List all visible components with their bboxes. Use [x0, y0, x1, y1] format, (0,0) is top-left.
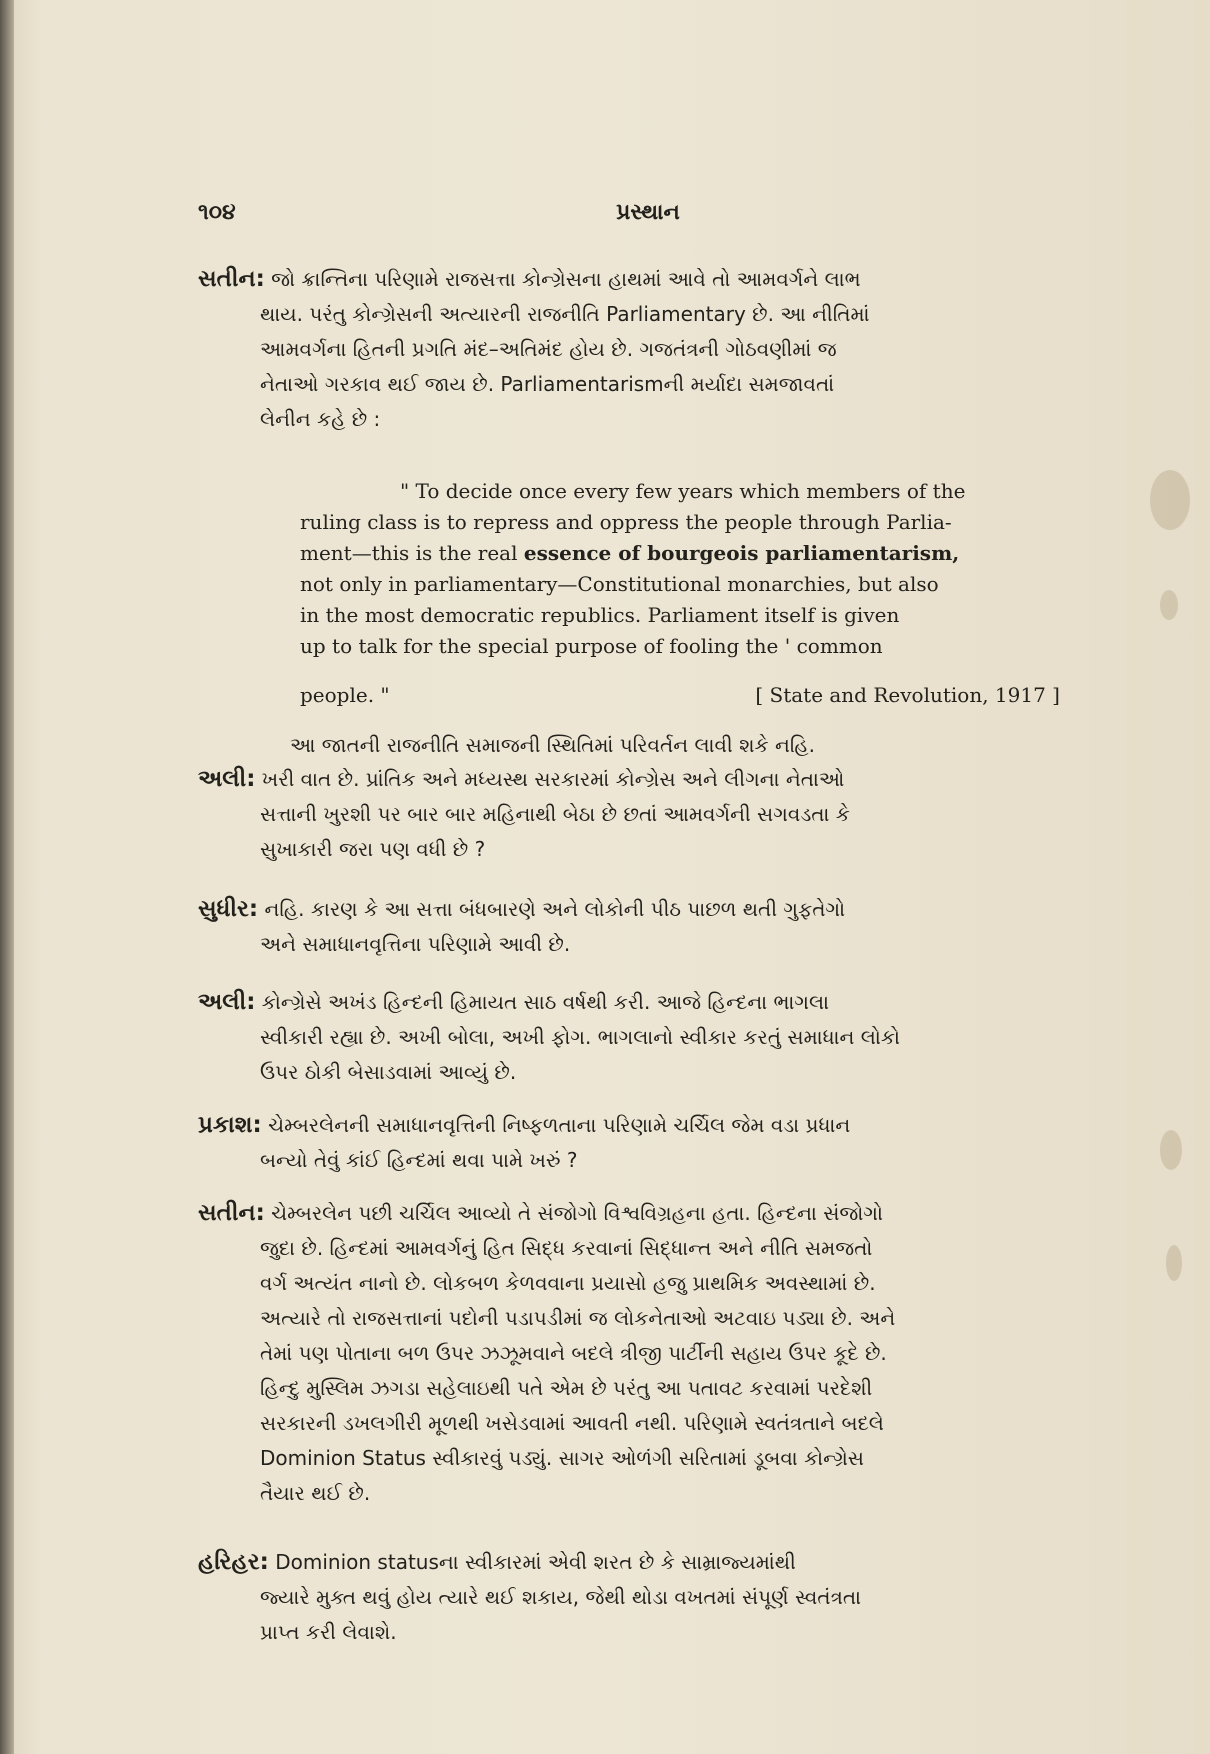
paper-stain — [1150, 470, 1190, 530]
text-line: સરકારની ડખલગીરી મૂળથી ખસેડવામાં આવતી નથી. પરિણામે સ્વતંત્રતાને બદલે — [260, 1411, 884, 1435]
text-line: બન્યો તેવું કાંઈ હિન્દમાં થવા પામે ખરું ? — [260, 1148, 578, 1172]
dialogue-block-ali-1 — [198, 762, 1088, 867]
text-line: ખરી વાત છે. પ્રાંતિક અને મધ્યસ્થ સરકારમાં કોન્ગ્રેસ અને લીગના નેતાઓ — [261, 767, 845, 791]
text-line: કોન્ગ્રેસે અખંડ હિન્દની હિમાયત સાઠ વર્ષથી કરી. આજે હિન્દના ભાગલા — [261, 990, 830, 1014]
after-quote-line: આ જાતની રાજનીતિ સમાજની સ્થિતિમાં પરિવર્તન લાવી શકે નહિ. — [290, 733, 815, 757]
paper-stain — [1160, 590, 1178, 620]
text-line: નેતાઓ ગરકાવ થઈ જાય છે. Parliamentarismની મર્યાદા સમજાવતાં — [260, 372, 835, 396]
text-line: ચેમ્બરલેનની સમાધાનવૃત્તિની નિષ્ફળતાના પરિણામે ચર્ચિલ જેમ વડા પ્રધાન — [268, 1113, 851, 1137]
text-line: હિન્દુ મુસ્લિમ ઝગડા સહેલાઇથી પતે એમ છે પરંતુ આ પતાવટ કરવામાં પરદેશી — [260, 1376, 873, 1400]
speaker-label: હરિહર: — [198, 1549, 269, 1575]
dialogue-block-sudhir — [198, 892, 1088, 962]
quote-bold-phrase: essence of bourgeois parliamentarism, — [523, 541, 960, 565]
text-line: નહિ. કારણ કે આ સત્તા બંધબારણે અને લોકોની પીઠ પાછળ થતી ગુફતેગો — [264, 897, 846, 921]
speaker-label: સતીન: — [198, 1200, 265, 1226]
binding-edge — [0, 0, 14, 1754]
quote-line: not only in parliamentary—Constitutional monarchies, but also — [300, 572, 939, 596]
speaker-label: સુધીર: — [198, 896, 259, 922]
page-header — [198, 200, 1098, 230]
text-line: જો ક્રાન્તિના પરિણામે રાજસત્તા કોન્ગ્રેસના હાથમાં આવે તો આમવર્ગને લાભ — [271, 267, 861, 291]
dialogue-block-harihar — [198, 1545, 1088, 1650]
text-line: થાય. પરંતુ કોન્ગ્રેસની અત્યારની રાજનીતિ Parliamentary છે. આ નીતિમાં — [260, 302, 870, 326]
speaker-label: અલી: — [198, 989, 256, 1015]
text-line: લેનીન કહે છે : — [260, 407, 381, 431]
text-line: Dominion statusના સ્વીકારમાં એવી શરત છે કે સામ્રાજ્યમાંથી — [275, 1550, 796, 1574]
dialogue-block-ali-2 — [198, 985, 1088, 1090]
quote-line: up to talk for the special purpose of fooling the ' common — [300, 634, 883, 658]
quote-line: " To decide once every few years which members of the — [400, 479, 966, 503]
text-line: જુદા છે. હિન્દમાં આમવર્ગનું હિત સિદ્ધ કરવાનાં સિદ્ધાન્ત અને નીતિ સમજતો — [260, 1236, 873, 1260]
paper-stain — [1166, 1245, 1182, 1281]
block-quote — [300, 476, 1060, 662]
dialogue-block-prakash — [198, 1108, 1088, 1178]
paper-stain — [1160, 1130, 1182, 1170]
text-line: વર્ગ અત્યંત નાનો છે. લોકબળ કેળવવાના પ્રયાસો હજુ પ્રાથમિક અવસ્થામાં છે. — [260, 1271, 876, 1295]
page-number: ૧૦૪ — [198, 200, 236, 225]
text-line: તેમાં પણ પોતાના બળ ઉપર ઝઝૂમવાને બદલે ત્રીજી પાર્ટીની સહાય ઉપર કૂદે છે. — [260, 1341, 887, 1365]
text-line: તૈયાર થઈ છે. — [260, 1481, 371, 1505]
dialogue-block-satin-1 — [198, 262, 1088, 437]
speaker-label: અલી: — [198, 766, 256, 792]
quote-line: ruling class is to repress and oppress the people through Parlia- — [300, 510, 952, 534]
quote-line: in the most democratic republics. Parliament itself is given — [300, 603, 900, 627]
text-line: પ્રાપ્ત કરી લેવાશે. — [260, 1620, 397, 1644]
text-line: સત્તાની ખુરશી પર બાર બાર મહિનાથી બેઠા છે છતાં આમવર્ગની સગવડતા કે — [260, 802, 850, 826]
text-line: ઉપર ઠોકી બેસાડવામાં આવ્યું છે. — [260, 1060, 517, 1084]
quote-last-line: people. " — [300, 683, 390, 707]
speaker-label: સતીન: — [198, 266, 265, 292]
text-line: આમવર્ગના હિતની પ્રગતિ મંદ–અતિમંદ હોય છે. ગજતંત્રની ગોઠવણીમાં જ — [260, 337, 837, 361]
quote-line: ment—this is the real essence of bourgeois parliamentarism, — [300, 541, 960, 565]
dialogue-block-satin-2 — [198, 1196, 1088, 1511]
citation: [ State and Revolution, 1917 ] — [755, 683, 1060, 707]
text-line: અને સમાધાનવૃત્તિના પરિણામે આવી છે. — [260, 932, 571, 956]
speaker-label: પ્રકાશ: — [198, 1112, 262, 1138]
text-line: સ્વીકારી રહ્યા છે. અખી બોલા, અખી ફોગ. ભાગલાનો સ્વીકાર કરતું સમાધાન લોકો — [260, 1025, 901, 1049]
text-line: ચેમ્બરલેન પછી ચર્ચિલ આવ્યો તે સંજોગો વિશ્વવિગ્રહના હતા. હિન્દના સંજોગો — [271, 1201, 883, 1225]
text-line: જ્યારે મુક્ત થવું હોય ત્યારે થઈ શકાય, જેથી થોડા વખતમાં સંપૂર્ણ સ્વતંત્રતા — [260, 1585, 862, 1609]
running-title: પ્રસ્થાન — [616, 200, 680, 225]
text-line: અત્યારે તો રાજસત્તાનાં પદોની પડાપડીમાં જ લોકનેતાઓ અટવાઇ પડ્યા છે. અને — [260, 1306, 896, 1330]
text-line: સુખાકારી જરા પણ વધી છે ? — [260, 837, 486, 861]
text-line: Dominion Status સ્વીકારવું પડ્યું. સાગર ઓળંગી સરિતામાં ડૂબવા કોન્ગ્રેસ — [260, 1446, 865, 1470]
